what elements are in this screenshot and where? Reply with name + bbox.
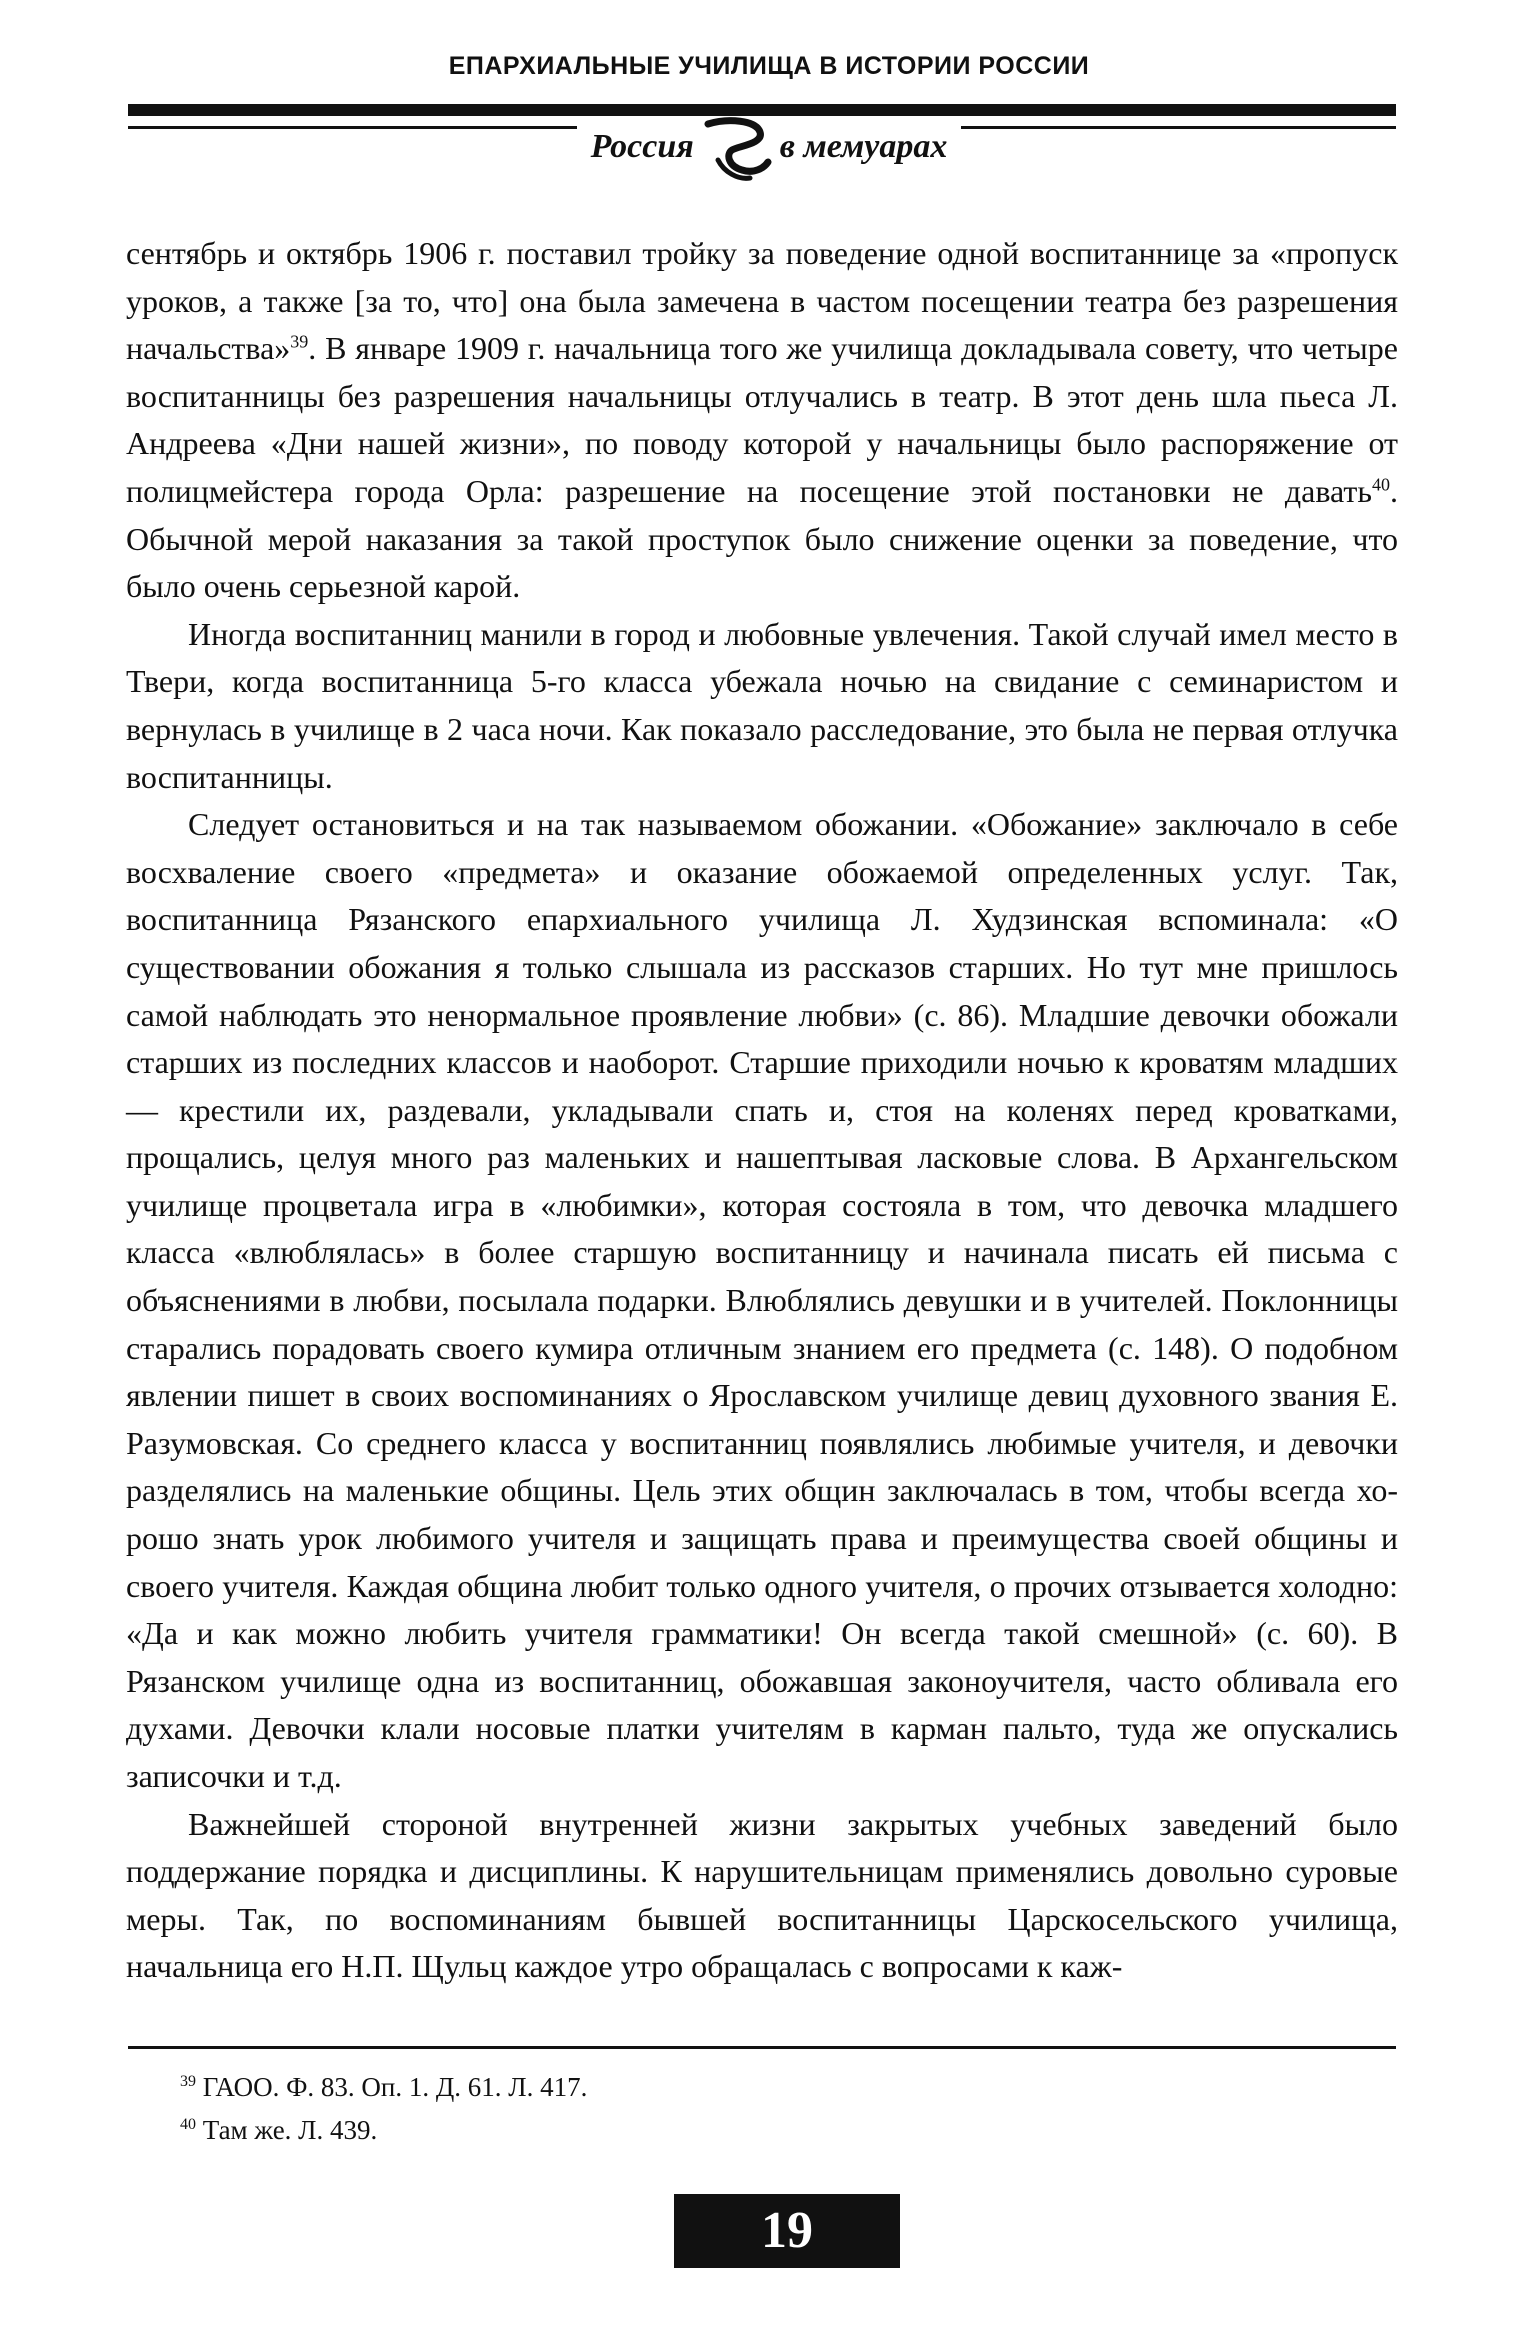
text-run: сентябрь и октябрь 1906 г. поставил тройку за поведение одной воспитаннице за «пропуск уроков, а также [за то, что] она была замечена в частом посещении театра без разрешения начальства» bbox=[126, 235, 1398, 367]
text-run: . Обычной мерой наказания за такой проступок было снижение оценки за поведение, что было очень серьезной карой. bbox=[126, 472, 1398, 605]
main-text bbox=[126, 230, 1398, 1991]
paragraph: Следует остановиться и на так называемом обожании. «Обожание» заключало в себе восхваление своего «предмета» и оказание обожаемой определенных услуг. Так, воспитанница Рязанского епархиального училища Л. Худзинская вспоминала: «О существовании обожания я только слышала из рассказов старших. Но тут мне пришлось самой наблюдать это ненормальное проявление любви» (с. 86). Младшие девочки обожали старших из последних классов и наоборот. Старшие приходили ночью к кроватям младших — крестили их, раздевали, укладывали спать и, стоя на коленях перед кроватками, прощались, целуя много раз маленьких и нашептывая ласковые слова. В Архангельском училище процветала игра в «любимки», которая состояла в том, что девочка младшего класса «влюблялась» в более старшую воспитанницу и начинала писать ей письма с объяснениями в любви, посылала подарки. Влюблялись девушки и в учителей. Поклонницы старались порадовать своего кумира отличным знанием его предмета (с. 148). О подобном явлении пишет в своих воспоминаниях о Ярославском училище девиц духовного звания Е. Разумовская. Со среднего класса у воспитанниц появлялись любимые учителя, и девочки разделялись на маленькие общины. Цель этих общин заключалась в том, чтобы всегда хорошо знать урок любимого учителя и защищать права и преимущества своей общины и своего учителя. Каждая община любит только одного учителя, о прочих отзывается холодно: «Да и как можно любить учителя грамматики! Он всегда такой смешной» (с. 60). В Рязанском училище одна из воспитанниц, обожавшая законоучителя, часто обливала его духами. Девочки клали носовые платки учителям в карман пальто, туда же опускались записочки и т.д. bbox=[126, 806, 1398, 1794]
footnote-text: ГАОО. Ф. 83. Оп. 1. Д. 61. Л. 417. bbox=[196, 2072, 588, 2102]
footnote-number: 39 bbox=[180, 2073, 196, 2090]
series-title-left: Россия bbox=[590, 128, 694, 165]
footnotes bbox=[180, 2066, 587, 2152]
series-logo bbox=[0, 112, 1538, 202]
paragraph bbox=[126, 230, 1398, 611]
footnote-rule bbox=[128, 2046, 1396, 2049]
running-title: ЕПАРХИАЛЬНЫЕ УЧИЛИЩА В ИСТОРИИ РОССИИ bbox=[448, 52, 1090, 80]
footnote bbox=[180, 2109, 587, 2152]
paragraph: Иногда воспитанниц манили в город и любовные увлечения. Такой случай имел место в Твери, когда воспитанница 5-го класса убежала ночью на свидание с семинаристом и вернулась в училище в 2 часа ночи. Как показало расследование, это была не первая отлучка воспитанницы. bbox=[126, 615, 1398, 795]
paragraph: Важнейшей стороной внутренней жизни закрытых учебных заведений было поддержание порядка и дисциплины. К нарушительницам применялись довольно суровые меры. Так, по воспоминаниям бывшей воспитанницы Царскосельского училища, начальница его Н.П. Щульц каждое утро обращалась с вопросами к каж- bbox=[126, 1805, 1398, 1985]
footnote-number: 40 bbox=[180, 2116, 196, 2133]
text-run: . В январе 1909 г. начальница того же училища докладывала совету, что четыре воспитанницы без разрешения начальницы отлучались в театр. В этот день шла пьеса Л. Андреева «Дни нашей жизни», по поводу которой у начальницы было распоряжение от полицмейстера города Орла: разрешение на посещение этой постановки не давать bbox=[126, 330, 1398, 509]
series-title-right: в мемуарах bbox=[779, 128, 948, 165]
footnote bbox=[180, 2066, 587, 2109]
footnote-ref: 40 bbox=[1372, 474, 1390, 495]
footnote-ref: 39 bbox=[290, 331, 309, 352]
footnote-text: Там же. Л. 439. bbox=[196, 2115, 378, 2145]
series-emblem-icon bbox=[698, 116, 776, 186]
page-number: 19 bbox=[674, 2194, 900, 2268]
